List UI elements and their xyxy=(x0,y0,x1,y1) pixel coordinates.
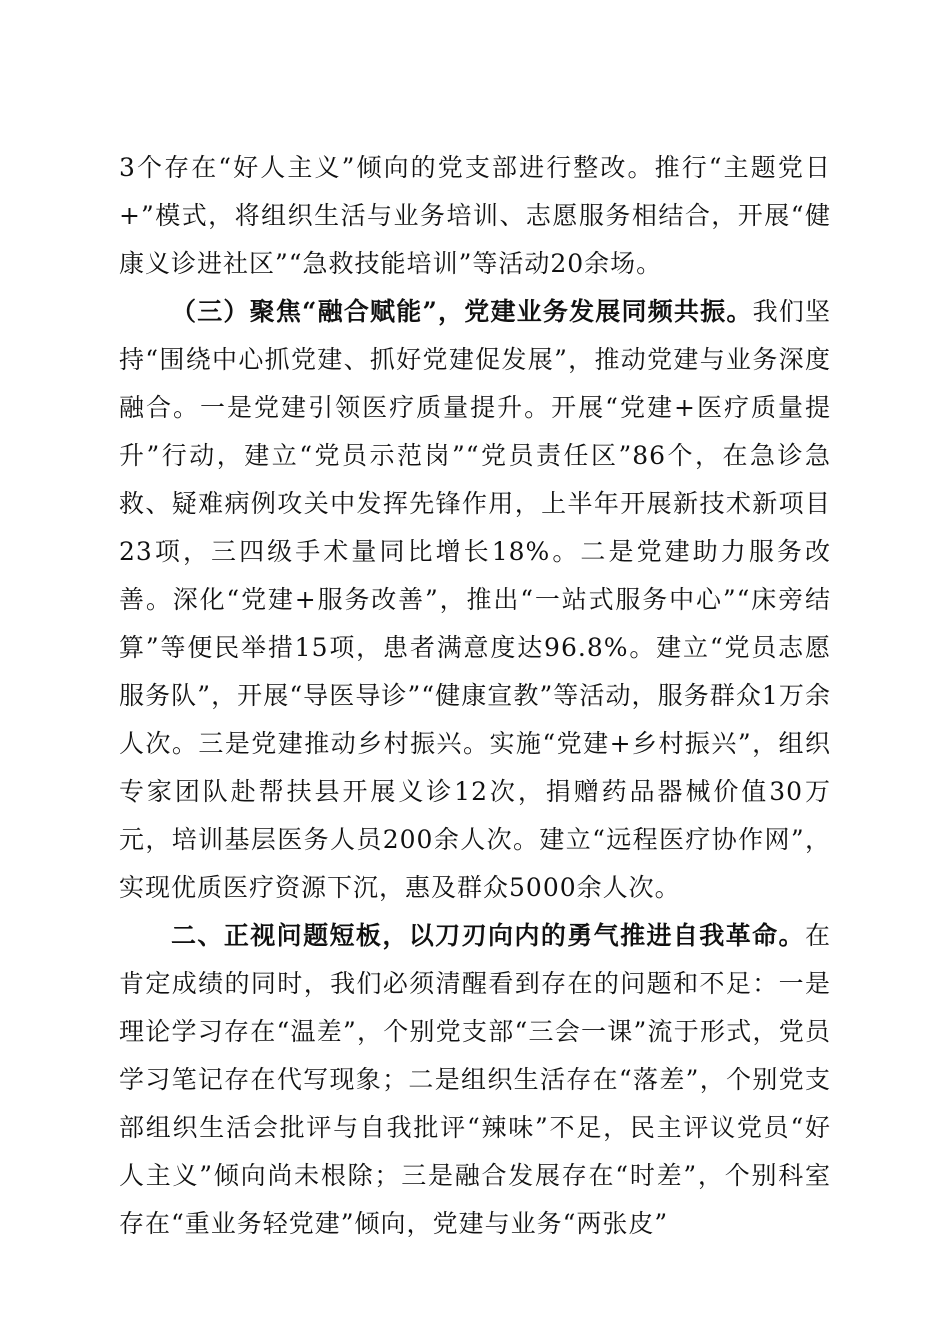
paragraph-text: 我们坚持“围绕中心抓党建、抓好党建促发展”，推动党建与业务深度融合。一是党建引领医疗质量提升。开展“党建+医疗质量提升”行动，建立“党员示范岗”“党员责任区”86个，在急诊急救、疑难病例攻关中发挥先锋作用，上半年开展新技术新项目23项，三四级手术量同比增长18%。二是党建助力服务改善。深化“党建+服务改善”，推出“一站式服务中心”“床旁结算”等便民举措15项，患者满意度达96.8%。建立“党员志愿服务队”，开展“导医导诊”“健康宣教”等活动，服务群众1万余人次。三是党建推动乡村振兴。实施“党建+乡村振兴”，组织专家团队赴帮扶县开展义诊12次，捐赠药品器械价值30万元，培训基层医务人员200余人次。建立“远程医疗协作网”，实现优质医疗资源下沉，惠及群众5000余人次。 xyxy=(119,297,831,902)
section-heading-three: （三）聚焦“融合赋能”，党建业务发展同频共振。 xyxy=(171,297,753,326)
paragraph-problems-section xyxy=(119,912,831,1248)
paragraph-integration-section xyxy=(119,288,831,912)
paragraph-text: 在肯定成绩的同时，我们必须清醒看到存在的问题和不足：一是理论学习存在“温差”，个别党支部“三会一课”流于形式，党员学习笔记存在代写现象；二是组织生活存在“落差”，个别党支部组织生活会批评与自我批评“辣味”不足，民主评议党员“好人主义”倾向尚未根除；三是融合发展存在“时差”，个别科室存在“重业务轻党建”倾向，党建与业务“两张皮” xyxy=(119,921,831,1238)
paragraph-text: 3个存在“好人主义”倾向的党支部进行整改。推行“主题党日+”模式，将组织生活与业务培训、志愿服务相结合，开展“健康义诊进社区”“急救技能培训”等活动20余场。 xyxy=(119,153,831,278)
paragraph-continuation xyxy=(119,144,831,288)
section-heading-two: 二、正视问题短板，以刀刃向内的勇气推进自我革命。 xyxy=(171,921,805,950)
document-body xyxy=(119,144,831,1248)
